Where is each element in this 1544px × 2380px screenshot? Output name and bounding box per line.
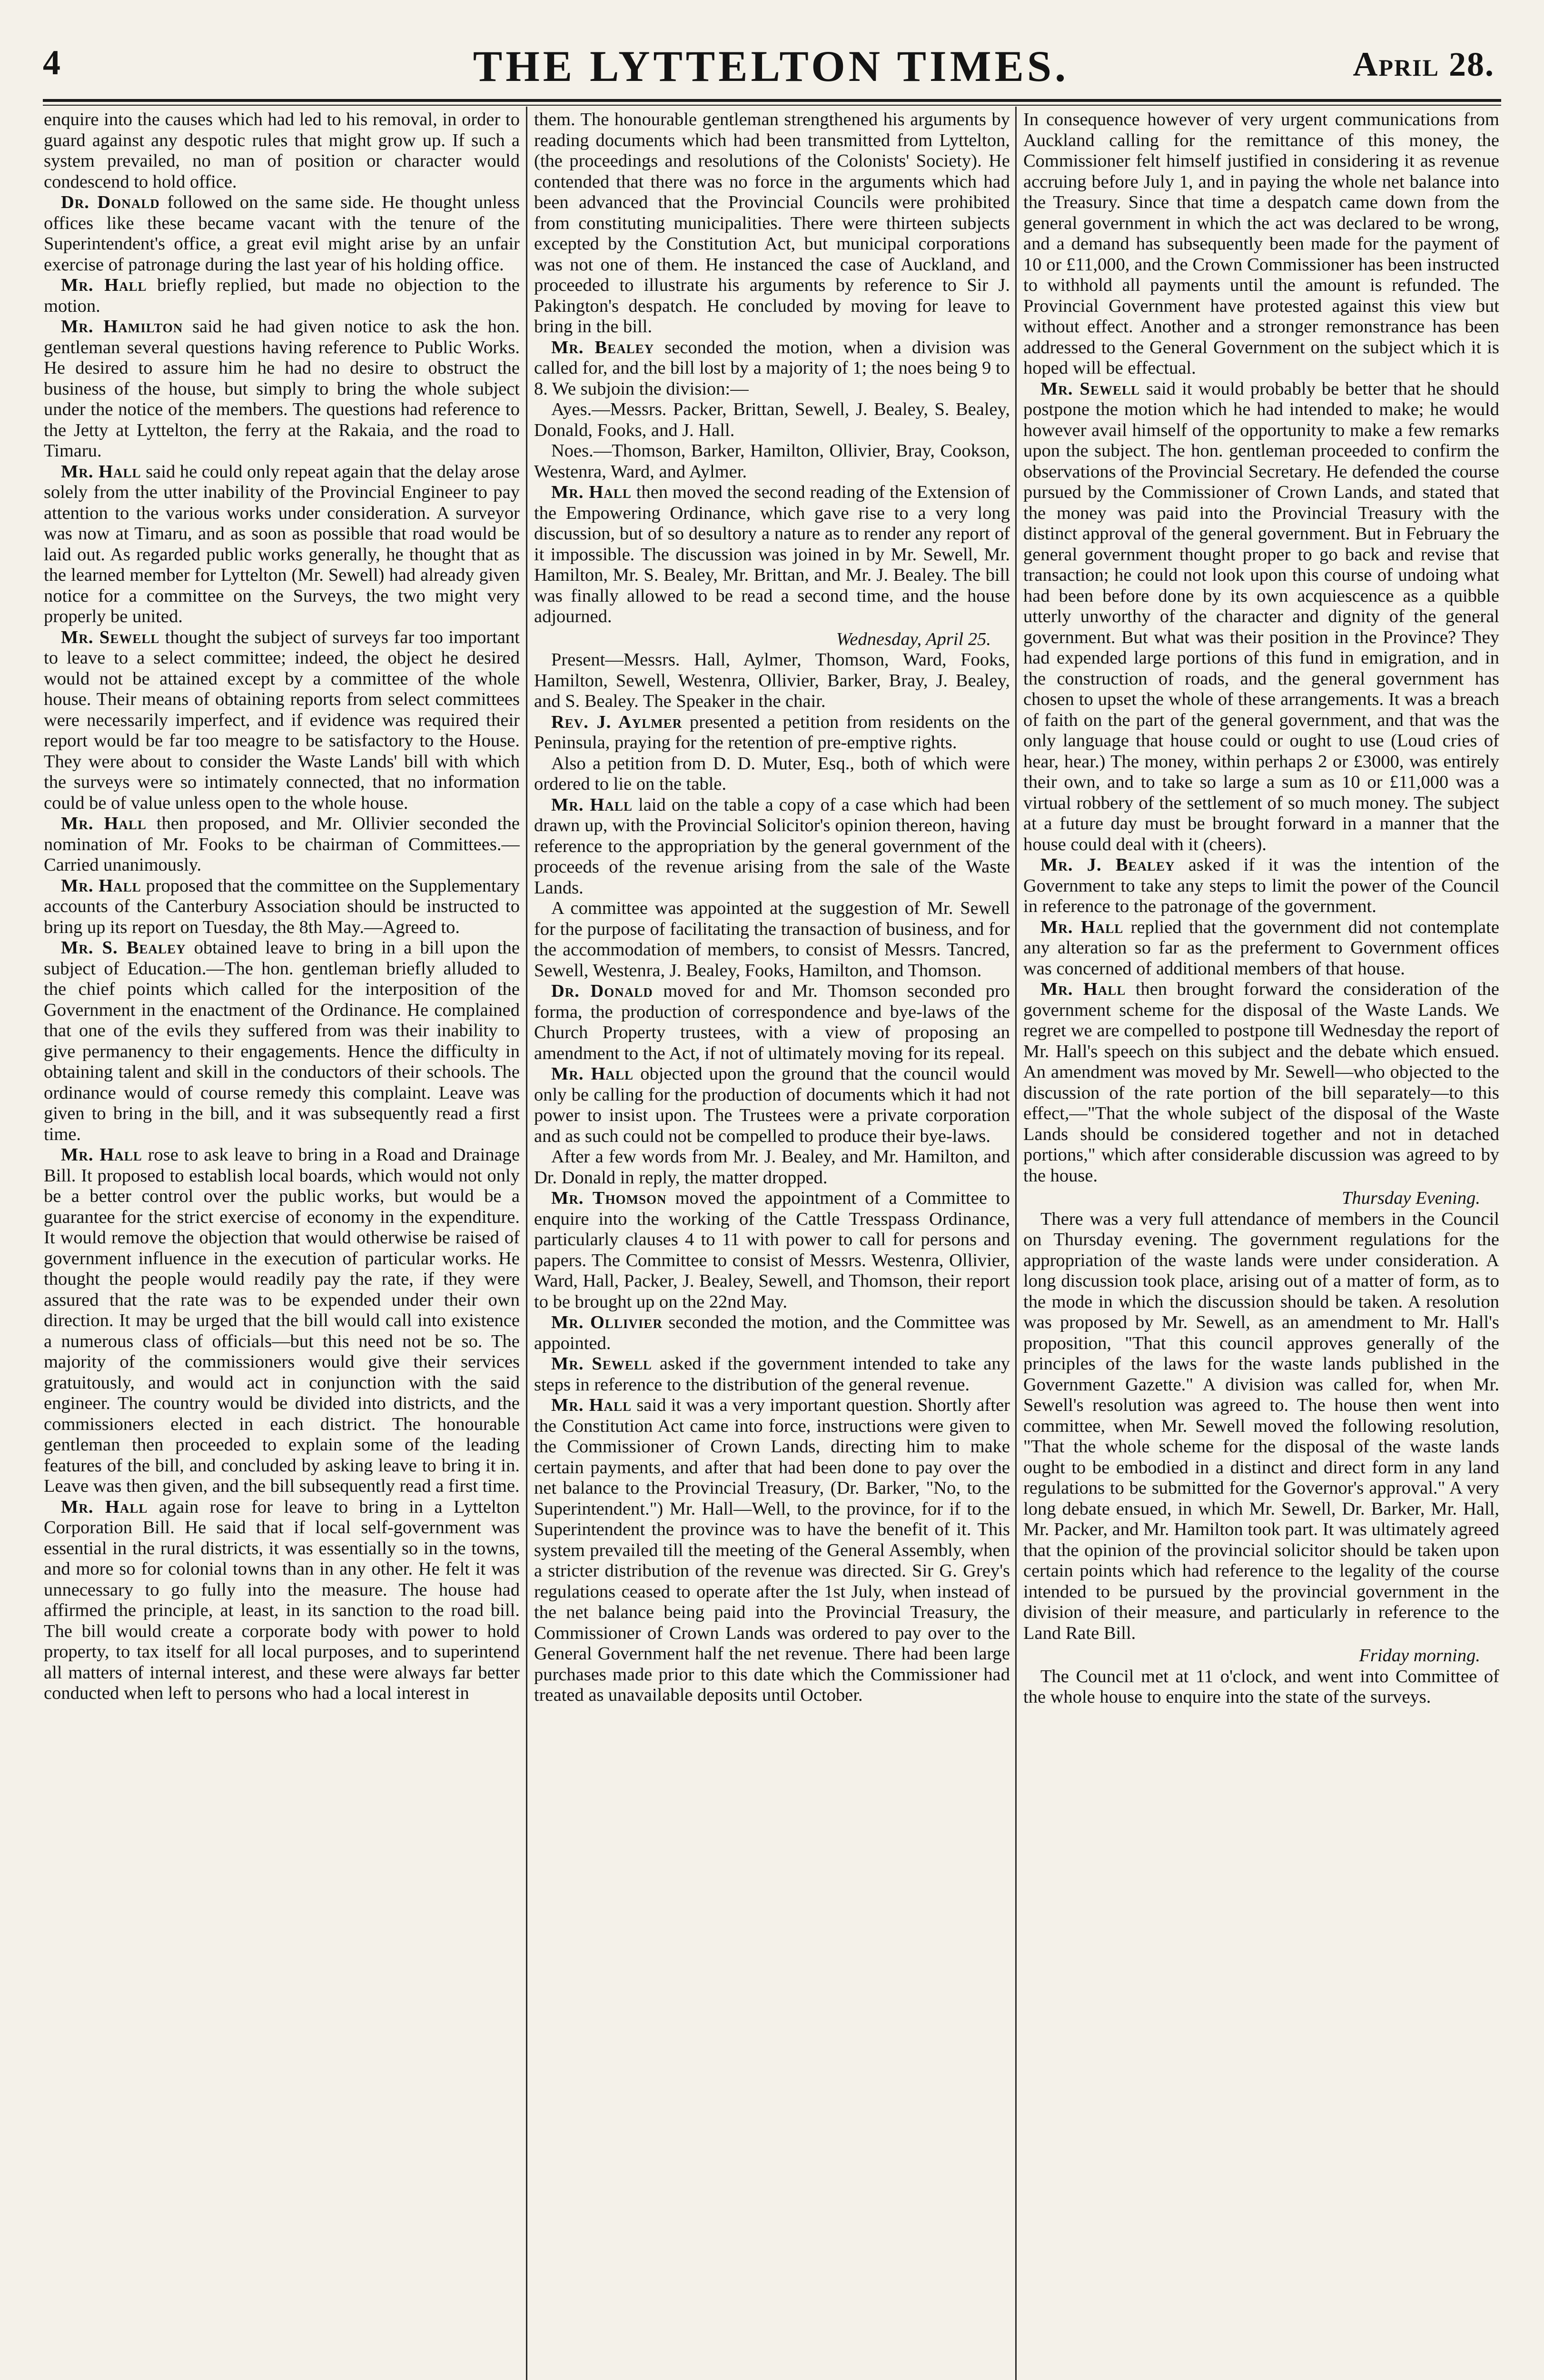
article-paragraph — [534, 981, 1010, 1064]
article-paragraph — [534, 441, 1010, 482]
article-paragraph — [44, 813, 520, 876]
article-paragraph — [534, 754, 1010, 795]
speaker-name: Mr. Hall — [61, 813, 147, 833]
article-paragraph — [534, 1064, 1010, 1147]
speaker-name: Mr. Hamilton — [61, 317, 183, 337]
speaker-name: Mr. Hall — [1040, 979, 1126, 999]
paragraph-text: moved for and Mr. Thomson seconded pro forma, the production of correspondence and bye-laws of the Church Property trustees, with a view of proposing an amendment to the Act, if not of ultimately moving for its repeal. — [534, 981, 1010, 1063]
paragraph-text: There was a very full attendance of members in the Council on Thursday evening. The government regulations for the appropriation of the waste lands were under consideration. A long discussion took place, arising out of a matter of form, as to the mode in which the discussion should be taken. A resolution was proposed by Mr. Sewell, as an amendment to Mr. Hall's proposition, "That this council approves generally of the principles of the laws for the waste lands published in the Government Gazette." A division was called for, when Mr. Sewell's resolution was agreed to. The house then went into committee, when Mr. Sewell moved the following resolution, "That the whole scheme for the disposal of the waste lands ought to be embodied in a distinct and direct form in any land regulations to be submitted for the Governor's approval." A very long debate ensued, in which Mr. Sewell, Dr. Barker, Mr. Hall, Mr. Packer, and Mr. Hamilton took part. It was ultimately agreed that the opinion of the provincial solicitor should be taken upon certain points which had reference to the legality of the course intended to be pursued by the provincial government in the division of their measure, and particularly in reference to the Land Rate Bill. — [1023, 1209, 1499, 1643]
article-paragraph — [44, 876, 520, 938]
paragraph-text: objected upon the ground that the council would only be calling for the production of documents which it had not power to insist upon. The Trustees were a private corporation and as such could not be compelled to produce their bye-laws. — [534, 1064, 1010, 1146]
paragraph-text: seconded the motion, and the Committee was appointed. — [534, 1312, 1010, 1353]
speaker-name: Mr. Sewell — [61, 627, 160, 647]
speaker-name: Mr. S. Bealey — [61, 938, 186, 958]
section-heading: Friday morning. — [1359, 1646, 1480, 1666]
speaker-name: Mr. Ollivier — [551, 1312, 663, 1332]
speaker-name: Mr. Hall — [61, 875, 141, 896]
speaker-name: Mr. Hall — [61, 275, 147, 295]
speaker-name: Mr. Hall — [61, 1145, 142, 1165]
paragraph-text: then brought forward the consideration of the government scheme for the disposal of the Waste Lands. We regret we are compelled to postpone till Wednesday the report of Mr. Hall's speech on this subject and the debate which ensued. An amendment was moved by Mr. Sewell—who objected to the discussion of the rate portion of the bill separately—to this effect,—"That the whole subject of the disposal of the Waste Lands should be considered together and not in detached portions," which after considerable discussion was agreed to by the house. — [1023, 979, 1499, 1186]
article-paragraph — [44, 109, 520, 192]
masthead-rule — [43, 99, 1501, 102]
paragraph-text: said he could only repeat again that the delay arose solely from the utter inability of the Provincial Engineer to pay attention to the various works under consideration. A surveyor was now at Timaru, and as soon as possible that road would be laid out. As regarded public works generally, he thought that as the learned member for Lyttelton (Mr. Sewell) had already given notice for a committee on the Surveys, the two might very properly be united. — [44, 461, 520, 626]
paragraph-text: The Council met at 11 o'clock, and went into Committee of the whole house to enquire into the state of the surveys. — [1023, 1666, 1499, 1707]
paragraph-text: them. The honourable gentleman strengthened his arguments by reading documents which had been transmitted from Lyttelton, (the proceedings and resolutions of the Colonists' Society). He contended that there was no force in the arguments which had been advanced that the Provincial Councils were prohibited from constituting municipalities. There were thirteen subjects excepted by the Constitution Act, but municipal corporations was not one of them. He instanced the case of Auckland, and proceeded to illustrate his arguments by reference to Sir J. Pakington's despatch. He concluded by moving for leave to bring in the bill. — [534, 109, 1010, 337]
speaker-name: Mr. Hall — [551, 1395, 632, 1415]
article-paragraph — [1023, 917, 1499, 980]
column-3 — [1023, 109, 1499, 2380]
speaker-name: Mr. Hall — [551, 1064, 634, 1084]
column-divider — [1015, 107, 1017, 2380]
article-paragraph — [534, 898, 1010, 981]
masthead-rule-thin — [43, 105, 1501, 106]
paragraph-text: then proposed, and Mr. Ollivier seconded the nomination of Mr. Fooks to be chairman of Committees.— Carried unanimously. — [44, 813, 520, 875]
speaker-name: Mr. Hall — [61, 1497, 148, 1517]
paragraph-text: rose to ask leave to bring in a Road and Drainage Bill. It proposed to establish local boards, which would not only be a better control over the public works, but would be a guarantee for the strict exercise of economy in the expenditure. It would remove the objection that would otherwise be raised of government influence in the execution of particular works. He thought the people would readily pay the rate, if they were assured that the rate was to be expended under their own direction. It may be urged that the bill would call into existence a numerous class of officials—but this need not be so. The majority of the commissioners would give their services gratuitously, and would act in conjunction with the said engineer. The country would be divided into districts, and the commissioners elected in each district. The honourable gentleman then proceeded to explain some of the leading features of the bill, and concluded by asking leave to bring it in. Leave was then given, and the bill subsequently read a first time. — [44, 1145, 520, 1496]
article-paragraph — [534, 1395, 1010, 1706]
article-paragraph — [534, 1188, 1010, 1312]
paragraph-text: seconded the motion, when a division was called for, and the bill lost by a majority of 1; the noes being 9 to 8. We subjoin the division:— — [534, 337, 1010, 399]
article-paragraph — [1023, 1666, 1499, 1708]
paragraph-text: briefly replied, but made no objection to the motion. — [44, 275, 520, 316]
speaker-name: Mr. Bealey — [551, 337, 654, 357]
article-paragraph — [44, 192, 520, 275]
article-paragraph — [534, 1147, 1010, 1188]
paragraph-text: replied that the government did not contemplate any alteration so far as the preferment to Government offices was concerned of additional members of that house. — [1023, 917, 1499, 979]
article-paragraph — [1023, 979, 1499, 1186]
paper-title: THE LYTTELTON TIMES. — [473, 42, 1069, 90]
paragraph-text: asked if it was the intention of the Government to take any steps to limit the power of the Council in reference to the patronage of the government. — [1023, 855, 1499, 916]
paragraph-text: obtained leave to bring in a bill upon the subject of Education.—The hon. gentleman briefly alluded to the chief points which called for the interposition of the Government in the enactment of the Ordinance. He complained that one of the evils they suffered from was their inability to give permanency to their engagements. Hence the difficulty in obtaining talent and skill in the conductors of their schools. The ordinance would of course remedy this complaint. Leave was given to bring in the bill, and it was subsequently read a first time. — [44, 938, 520, 1144]
paragraph-text: Also a petition from D. D. Muter, Esq., both of which were ordered to lie on the table. — [534, 753, 1010, 794]
paragraph-text: laid on the table a copy of a case which had been drawn up, with the Provincial Solicitor's opinion thereon, having reference to the appropriation by the general government of the proceeds of the revenue arising from the sale of the Waste Lands. — [534, 794, 1010, 898]
paragraph-text: asked if the government intended to take any steps in reference to the distribution of the general revenue. — [534, 1354, 1010, 1395]
paragraph-text: said it would probably be better that he should postpone the motion which he had intended to make; he would however avail himself of the opportunity to make a few remarks upon the subject. The hon. gentleman proceeded to confirm the observations of the Provincial Secretary. He defended the course pursued by the Commissioner of Crown Lands, and stated that the money was paid into the Provincial Treasury with the distinct approval of the general government. But in February the general government thought proper to go back and revise that transaction; he could not look upon this course of undoing what had been before done by its own acquiescence as a quibble utterly unworthy of the character and dignity of the general government. But what was their position in the Province? They had expended large portions of this fund in emigration, and in the construction of roads, and the general government has chosen to upset the whole of these arrangements. It was a breach of faith on the part of the general government, and that was the only language that house could or ought to use (Loud cries of hear, hear.) The money, within perhaps 2 or £3000, was entirely their own, and to take so large a sum as 10 or £11,000 was a virtual robbery of the settlement of so much money. The subject at a future day must be brought forward in a manner that the house could deal with it (cheers). — [1023, 378, 1499, 854]
speaker-name: Mr. Hall — [61, 461, 141, 482]
article-paragraph — [534, 712, 1010, 754]
paragraph-text: Ayes.—Messrs. Packer, Brittan, Sewell, J. Bealey, S. Bealey, Donald, Fooks, and J. Hall. — [534, 399, 1010, 440]
speaker-name: Mr. Sewell — [551, 1354, 652, 1374]
article-paragraph — [44, 1145, 520, 1497]
article-paragraph — [1023, 379, 1499, 855]
speaker-name: Mr. J. Bealey — [1040, 855, 1175, 875]
paragraph-text: moved the appointment of a Committee to enquire into the working of the Cattle Tresspass Ordinance, particularly clauses 4 to 11 with power to call for persons and papers. The Committee to consist of Messrs. Westenra, Ollivier, Ward, Hall, Packer, J. Bealey, Sewell, and Thomson, their report to be brought up on the 22nd May. — [534, 1188, 1010, 1312]
masthead — [43, 41, 1499, 98]
paragraph-text: then moved the second reading of the Extension of the Empowering Ordinance, which gave rise to a very long discussion, but of so desultory a nature as to render any report of it impossible. The discussion was joined in by Mr. Sewell, Mr. Hamilton, Mr. S. Bealey, Mr. Brittan, and Mr. J. Bealey. The bill was finally allowed to be read a second time, and the house adjourned. — [534, 482, 1010, 626]
section-heading: Wednesday, April 25. — [836, 629, 991, 649]
article-paragraph — [534, 482, 1010, 627]
article-paragraph — [1023, 109, 1499, 379]
article-paragraph — [534, 650, 1010, 712]
paragraph-text: Present—Messrs. Hall, Aylmer, Thomson, Ward, Fooks, Hamilton, Sewell, Westenra, Ollivier, Barker, Bray, J. Bealey, and S. Bealey. The Speaker in the chair. — [534, 650, 1010, 711]
speaker-name: Dr. Donald — [551, 981, 653, 1001]
page-number: 4 — [43, 43, 60, 82]
paragraph-text: In consequence however of very urgent communications from Auckland calling for the remittance of this money, the Commissioner felt himself justified in considering it as revenue accruing before July 1, and in paying the whole net balance into the Treasury. Since that time a despatch came down from the general government in which the act was declared to be wrong, and a demand has subsequently been made for the payment of 10 or £11,000, and the Crown Commissioner has been instructed to withhold all payments until the amount is refunded. The Provincial Government have protested against this view but without effect. Another and a stronger remonstrance has been addressed to the General Government on the subject which it is hoped will be effectual. — [1023, 109, 1499, 378]
article-paragraph — [44, 938, 520, 1145]
speaker-name: Mr. Thomson — [551, 1188, 667, 1208]
article-paragraph — [534, 795, 1010, 899]
column-2 — [534, 109, 1010, 2380]
paragraph-text: presented a petition from residents on the Peninsula, praying for the retention of pre-emptive rights. — [534, 712, 1010, 753]
speaker-name: Mr. Hall — [551, 794, 633, 815]
speaker-name: Mr. Hall — [551, 482, 632, 502]
paragraph-text: again rose for leave to bring in a Lyttelton Corporation Bill. He said that if local self-government was essential in the rural districts, it was essentially so in the towns, and more so for colonial towns than in any other. He felt it was unnecessary to go fully into the measure. The house had affirmed the principle, at least, in its sanction to the road bill. The bill would create a corporate body with power to hold property, to tax itself for all local purposes, and to superintend all matters of internal interest, and these were always far better conducted when left to persons who had a local interest in — [44, 1497, 520, 1703]
article-paragraph — [534, 1312, 1010, 1354]
speaker-name: Rev. J. Aylmer — [551, 712, 683, 732]
speaker-name: Mr. Hall — [1040, 917, 1124, 937]
article-paragraph — [534, 337, 1010, 400]
paragraph-text: After a few words from Mr. J. Bealey, and Mr. Hamilton, and Dr. Donald in reply, the matter dropped. — [534, 1147, 1010, 1188]
paragraph-text: said he had given notice to ask the hon. gentleman several questions having reference to Public Works. He desired to assure him he had no desire to obstruct the business of the house, but simply to bring the whole subject under the notice of the members. The questions had reference to the Jetty at Lyttelton, the ferry at the Rakaia, and the road to Timaru. — [44, 317, 520, 461]
speaker-name: Mr. Sewell — [1040, 378, 1140, 399]
paragraph-text: enquire into the causes which had led to his removal, in order to guard against any despotic rules that might grow up. If such a system prevailed, no man of position or character would condescend to hold office. — [44, 109, 520, 192]
article-paragraph — [534, 399, 1010, 441]
article-paragraph — [44, 462, 520, 627]
column-divider — [526, 107, 527, 2380]
paragraph-text: followed on the same side. He thought unless offices like these became vacant with the tenure of the Superintendent's office, a great evil might arise by an unfair exercise of patronage during the last year of his holding office. — [44, 192, 520, 275]
paragraph-text: said it was a very important question. Shortly after the Constitution Act came into force, instructions were given to the Commissioner of Crown Lands, directing him to make certain payments, and after that had been done to pay over the net balance to the Provincial Treasury, (Dr. Barker, "No, to the Superintendent.") Mr. Hall—Well, to the province, for if to the Superintendent the province was to have the benefit of it. This system prevailed till the meeting of the General Assembly, when a stricter distribution of the revenue was directed. Sir G. Grey's regulations ceased to operate after the 1st July, when instead of the net balance being paid into the Provincial Treasury, the Commissioner of Crown Lands was ordered to pay over to the General Government half the net revenue. There had been large purchases made prior to this date which the Commissioner had treated as unavailable deposits until October. — [534, 1395, 1010, 1705]
section-heading: Thursday Evening. — [1342, 1188, 1480, 1208]
article-paragraph — [1023, 1209, 1499, 1644]
paragraph-text: proposed that the committee on the Supplementary accounts of the Canterbury Association should be instructed to bring up its report on Tuesday, the 8th May.—Agreed to. — [44, 875, 520, 937]
article-paragraph — [44, 275, 520, 317]
paragraph-text: A committee was appointed at the suggestion of Mr. Sewell for the purpose of facilitating the transaction of business, and for the accommodation of members, to consist of Messrs. Tancred, Sewell, Westenra, J. Bealey, Fooks, Hamilton, and Thomson. — [534, 898, 1010, 981]
article-paragraph — [44, 627, 520, 814]
article-paragraph — [1023, 855, 1499, 917]
article-paragraph — [44, 317, 520, 462]
article-paragraph — [534, 1354, 1010, 1395]
speaker-name: Dr. Donald — [61, 192, 160, 212]
article-paragraph — [44, 1497, 520, 1704]
paragraph-text: thought the subject of surveys far too important to leave to a select committee; indeed, the object he desired would not be attained except by a committee of the whole house. Their means of obtaining reports from select committees were necessarily imperfect, and if evidence was required their report would be far too meagre to be satisfactory to the House. They were about to consider the Waste Lands' bill with which the surveys were so intimately connected, that no information could be of value unless open to the whole house. — [44, 627, 520, 813]
article-paragraph — [534, 109, 1010, 337]
issue-date: April 28. — [1353, 45, 1495, 83]
paragraph-text: Noes.—Thomson, Barker, Hamilton, Ollivier, Bray, Cookson, Westenra, Ward, and Aylmer. — [534, 441, 1010, 482]
column-1 — [44, 109, 520, 2380]
